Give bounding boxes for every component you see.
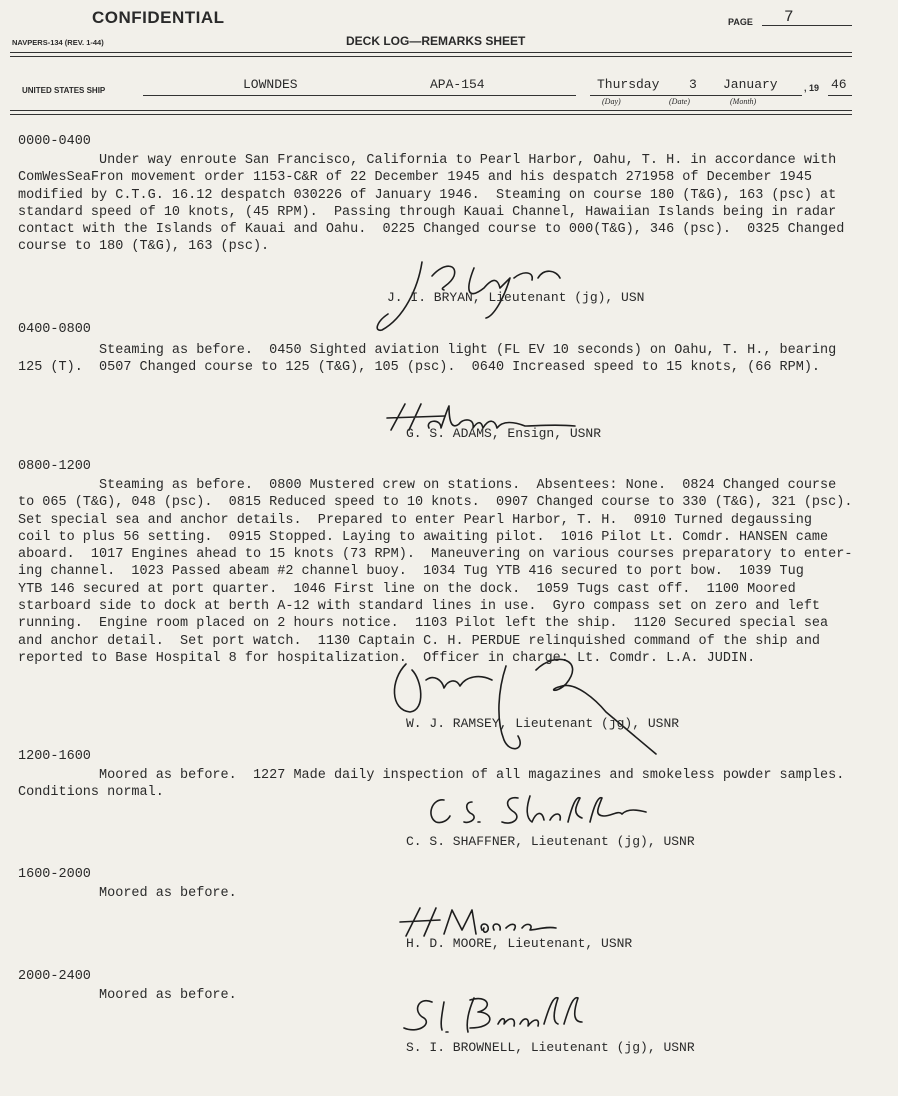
ship-fill-line: [143, 95, 576, 96]
classification-label: CONFIDENTIAL: [92, 8, 225, 27]
log-day: Thursday: [597, 77, 660, 92]
page-label: PAGE: [728, 17, 753, 27]
shaffner-signature: [422, 792, 662, 832]
form-number: NAVPERS-134 (REV. 1-44): [12, 38, 104, 47]
date-caption: (Date): [669, 97, 690, 106]
ramsey-signature: [386, 650, 686, 760]
page-title: DECK LOG—REMARKS SHEET: [346, 34, 526, 48]
watch-remarks-1600-2000: Moored as before.: [18, 886, 237, 901]
month-caption: (Month): [730, 97, 757, 106]
hull-number: APA-154: [430, 77, 485, 92]
log-month: January: [723, 77, 778, 92]
watch-period-1600-2000: 1600-2000: [18, 867, 91, 882]
ship-label: UNITED STATES SHIP: [22, 86, 106, 95]
shaffner-signature-line: C. S. SHAFFNER, Lieutenant (jg), USNR: [406, 834, 695, 849]
year-fill-line: [828, 95, 852, 96]
year-prefix: , 19: [804, 83, 820, 93]
header-rule-bottom: [10, 56, 852, 57]
ship-name: LOWNDES: [243, 77, 298, 92]
watch-period-1200-1600: 1200-1600: [18, 749, 91, 764]
log-date: 3: [689, 77, 697, 92]
watch-period-2000-2400: 2000-2400: [18, 969, 91, 984]
watch-remarks-1200-1600: Moored as before. 1227 Made daily inspection of all magazines and smokeless powder samples. Conditions normal.: [18, 768, 845, 801]
day-caption: (Day): [602, 97, 621, 106]
watch-period-0400-0800: 0400-0800: [18, 322, 91, 337]
watch-remarks-2000-2400: Moored as before.: [18, 988, 237, 1003]
watch-remarks-0800-1200: Steaming as before. 0800 Mustered crew on stations. Absentees: None. 0824 Changed course to 065 (T&G), 048 (psc). 0815 Reduced speed to 10 knots. 0907 Changed course to 330 (T&G), 321 (psc). Set special sea and anchor details. Prepared to enter Pearl Harbor, T. H. 0910 Turned degaussing coil to plus 56 setting. 0915 Stopped. Laying to awaiting pilot. 1016 Pilot Lt. Comdr. HANSEN came aboard. 1017 Engines ahead to 15 knots (73 RPM). Maneuvering on various courses preparatory to enter- ing channel. 1023 Passed abeam #2 channel buoy. 1034 Tug YTB 416 secured to port bow. 1039 Tug YTB 146 secured at port quarter. 1046 First line on the dock. 1059 Tugs cast off. 1100 Moored starboard side to dock at berth A-12 with standard lines in use. Gyro compass set on zero and left running. Engine room placed on 2 hours notice. 1103 Pilot left the ship. 1120 Secured special sea and anchor detail. Set port watch. 1130 Captain C. H. PERDUE relinquished command of the ship and reported to Base Hospital 8 for hospitalization. Officer in charge: Lt. Comdr. L.A. JUDIN.: [18, 478, 853, 666]
page-number-line: [762, 25, 852, 26]
ship-rule-top: [10, 110, 852, 111]
watch-remarks-0400-0800: Steaming as before. 0450 Sighted aviation light (FL EV 10 seconds) on Oahu, T. H., bearing 125 (T). 0507 Changed course to 125 (T&G), 105 (psc). 0640 Increased speed to 15 knots, (66 RPM).: [18, 343, 837, 376]
adams-signature-line: G. S. ADAMS, Ensign, USNR: [406, 426, 602, 441]
ship-rule-bottom: [10, 114, 852, 115]
header-rule-top: [10, 52, 852, 53]
watch-remarks-0000-0400: Under way enroute San Francisco, California to Pearl Harbor, Oahu, T. H. in accordance with ComWesSeaFron movement order 1153-C&R of 22 December 1945 and his despatch 271958 of December 1945 modified by C.T.G. 16.12 despatch 030226 of January 1946. Steaming on course 180 (T&G), 163 (psc) at standard speed of 10 knots, (45 RPM). Passing through Kauai Channel, Hawaiian Islands being in radar contact with the Islands of Kauai and Oahu. 0225 Changed course to 000(T&G), 346 (psc). 0325 Changed course to 180 (T&G), 163 (psc).: [18, 153, 845, 255]
watch-period-0800-1200: 0800-1200: [18, 459, 91, 474]
moore-signature-line: H. D. MOORE, Lieutenant, USNR: [406, 936, 633, 951]
watch-period-0000-0400: 0000-0400: [18, 134, 91, 149]
page-number: 7: [784, 8, 794, 26]
date-fill-line: [590, 95, 802, 96]
bryan-signature-line: J. I. BRYAN, Lieutenant (jg), USN: [387, 290, 645, 305]
brownell-signature: [398, 994, 598, 1040]
brownell-signature-line: S. I. BROWNELL, Lieutenant (jg), USNR: [406, 1040, 695, 1055]
log-year: 46: [831, 77, 847, 92]
ramsey-signature-line: W. J. RAMSEY, Lieutenant (jg), USNR: [406, 716, 680, 731]
